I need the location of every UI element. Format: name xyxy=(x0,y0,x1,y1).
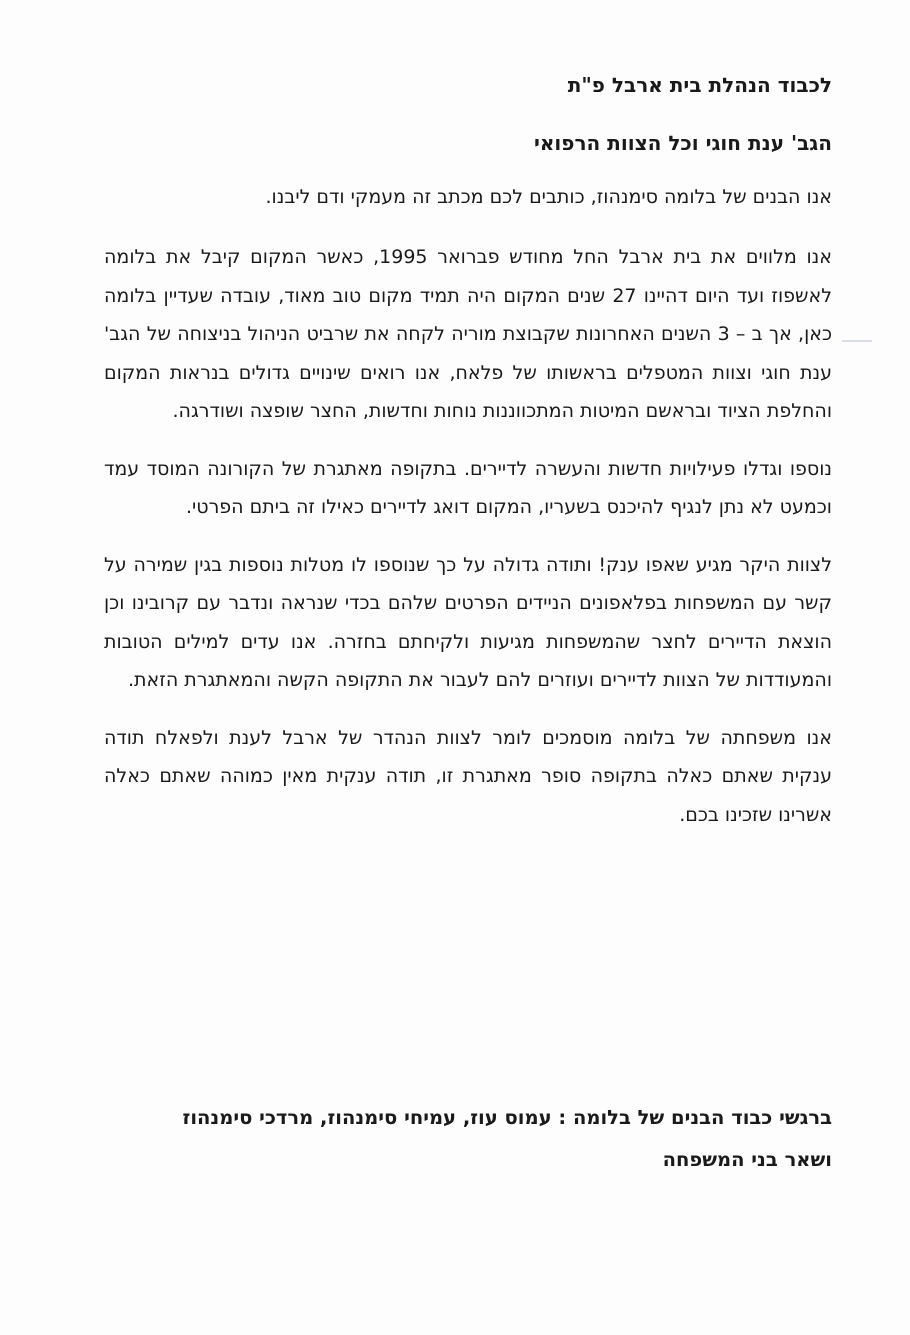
recipient-line: הגב' ענת חוגי וכל הצוות הרפואי xyxy=(533,131,832,155)
paragraph-activities: נוספו וגדלו פעילויות חדשות והעשרה לדיירים. בתקופה מאתגרת של הקורונה המוסד עמד וכמעט לא נתן לנגיף להיכנס בשעריו, המקום דואג לדיירים כאילו זה ביתם הפרטי. xyxy=(104,457,832,518)
scan-artifact xyxy=(842,340,872,342)
signature-line-2: ושאר בני המשפחה xyxy=(662,1148,832,1171)
addressee-line: לכבוד הנהלת בית ארבל פ"ת xyxy=(567,73,832,97)
paragraph-thanks: אנו משפחתה של בלומה מוסמכים לומר לצוות הנהדר של ארבל לענת ולפאלח תודה ענקית שאתם כאלה בתקופה סופר מאתגרת זו, תודה ענקית מאין כמוהה שאתם כאלה אשרינו שזכינו בכם. xyxy=(104,726,832,826)
signature-block xyxy=(100,1097,832,1181)
signature-line-1: ברגשי כבוד הבנים של בלומה : עמוס עוז, עמיחי סימנהוז, מרדכי סימנהוז xyxy=(182,1106,832,1129)
paragraph-history: אנו מלווים את בית ארבל החל מחודש פברואר 1995, כאשר המקום קיבל את בלומה לאשפוז ועד היום דהיינו 27 שנים המקום היה תמיד מקום טוב מאוד, עובדה שעדיין בלומה כאן, אך ב – 3 השנים האחרונות שקבוצת מוריה לקחה את שרביט הניהול בניצוחה של הגב' ענת חוגי וצוות המטפלים בראשותו של פלאח, אנו רואים שינויים גדולים בנראות המקום והחלפת הציוד ובראשם המיטות המתכווננות נוחות וחדשות, החצר שופצה ושודרגה. xyxy=(104,246,833,422)
intro-paragraph: אנו הבנים של בלומה סימנהוז, כותבים לכם מכתב זה מעמקי ודם ליבנו. xyxy=(265,186,832,208)
letter-body xyxy=(104,70,832,853)
paragraph-staff: לצוות היקר מגיע שאפו ענק! ותודה גדולה על כך שנוספו לו מטלות נוספות בגין שמירה על קשר עם המשפחות בפלאפונים הניידים הפרטים שלהם בכדי שנראה ונדבר עם קרובינו וכן הוצאת הדיירים לחצר שהמשפחות מגיעות ולקיחתם בחזרה. אנו עדים למילים הטובות והמעודדות של הצוות לדיירים ועוזרים להם לעבור את התקופה הקשה והמאתגרת הזאת. xyxy=(104,553,832,691)
